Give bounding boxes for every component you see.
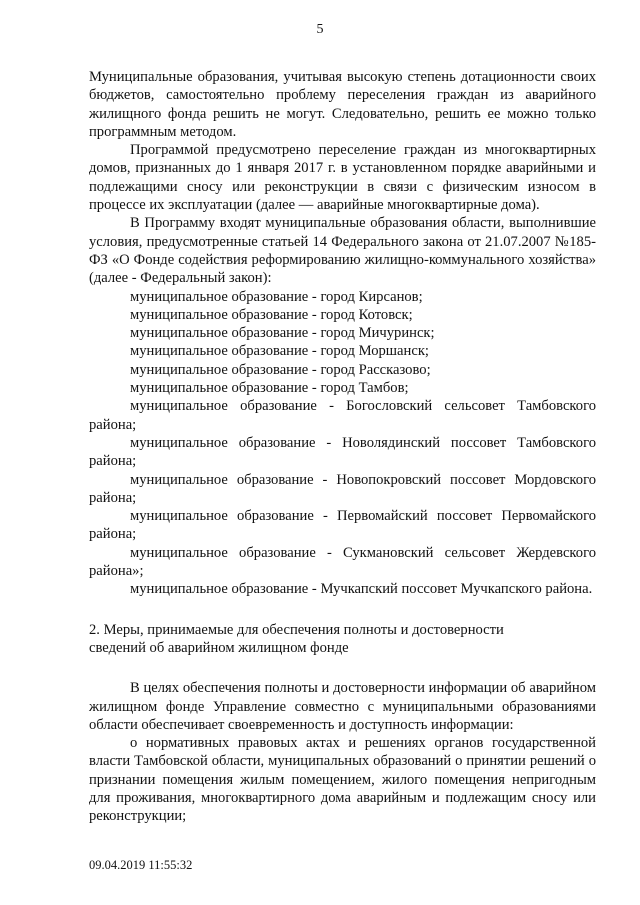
municipality-item: муниципальное образование - город Котовск;	[130, 306, 413, 323]
municipality-item: муниципальное образование - город Моршанск;	[130, 343, 429, 360]
municipality-item: муниципальное образование - Богословский сельсовет Тамбовского района;	[89, 398, 596, 433]
paragraph: о нормативных правовых актах и решениях органов государственной власти Тамбовской области, муниципальных образований о принятии решений о признании помещения жилым помещением, жилого помещения непригодным для проживания, многоквартирного дома аварийным и подлежащим сносу или реконструкции;	[89, 735, 596, 825]
paragraph: Программой предусмотрено переселение граждан из многоквартирных домов, признанных до 1 января 2017 г. в установленном порядке аварийными и подлежащими сносу или реконструкции в связи с физическим износом в процессе их эксплуатации (далее — аварийные многоквартирные дома).	[89, 142, 596, 214]
municipality-item: муниципальное образование - Сукмановский сельсовет Жердевского района»;	[89, 544, 596, 580]
document-body	[89, 68, 596, 826]
section-heading-line: сведений об аварийном жилищном фонде	[89, 639, 349, 656]
page-number: 5	[316, 22, 324, 37]
municipality-item: муниципальное образование - город Тамбов;	[130, 380, 409, 397]
paragraph: В Программу входят муниципальные образования области, выполнившие условия, предусмотренные статьей 14 Федерального закона от 21.07.2007 №185-ФЗ «О Фонде содействия реформированию жилищно-коммунального хозяйства» (далее - Федеральный закон):	[89, 215, 596, 287]
municipality-item: муниципальное образование - Новопокровский поссовет Мордовского района;	[89, 471, 596, 506]
paragraph: Муниципальные образования, учитывая высокую степень дотационности своих бюджетов, самостоятельно проблему переселения граждан из аварийного жилищного фонда решить не могут. Следовательно, решить ее можно только программным методом.	[89, 69, 596, 140]
section-heading	[89, 621, 596, 658]
municipality-item: муниципальное образование - город Кирсанов;	[130, 288, 423, 305]
paragraph: В целях обеспечения полноты и достоверности информации об аварийном жилищном фонде Управление совместно с муниципальными образованиями области обеспечивает своевременность и доступность информации:	[89, 680, 596, 733]
footer-timestamp: 09.04.2019 11:55:32	[89, 858, 193, 872]
section-heading-line: 2. Меры, принимаемые для обеспечения полноты и достоверности	[89, 621, 504, 638]
municipality-item: муниципальное образование - город Рассказово;	[130, 361, 431, 378]
municipality-item: муниципальное образование - город Мичуринск;	[130, 325, 435, 342]
municipality-item: муниципальное образование - Мучкапский поссовет Мучкапского района.	[130, 581, 593, 598]
municipality-item: муниципальное образование - Новолядинский поссовет Тамбовского района;	[89, 434, 596, 470]
municipality-item: муниципальное образование - Первомайский поссовет Первомайского района;	[89, 508, 596, 543]
